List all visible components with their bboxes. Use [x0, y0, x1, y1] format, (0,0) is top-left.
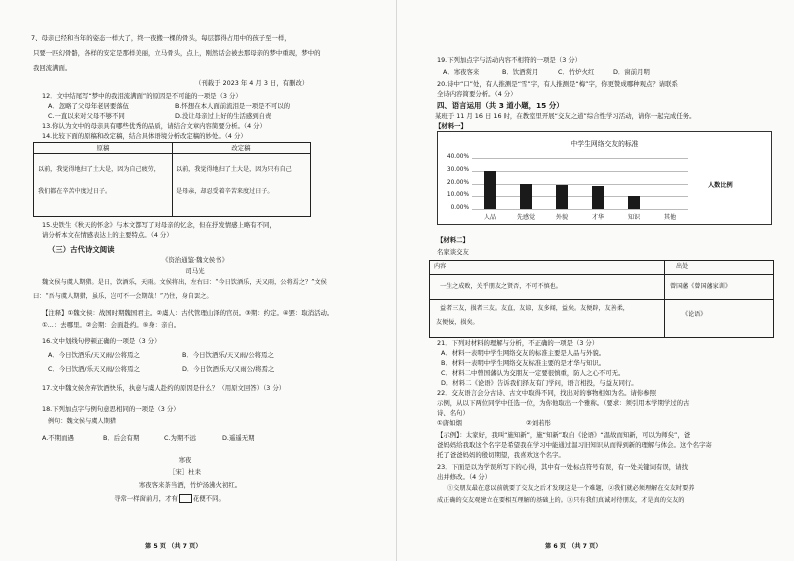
table-cell: 以前，我觉得地扫了土大是，因为自己疲劳，	[38, 166, 160, 173]
question-14: 14.比较下面的原稿和改定稿，结合具体语境分析改定稿的妙处。（4 分）	[42, 132, 247, 140]
material-1-label: 【材料一】	[435, 122, 467, 130]
poem-line	[114, 494, 225, 503]
passage-line: 只要一匹幻骨骼，各样的安定是那样美丽，立马骨头，点上，刚然话会被去那母亲的梦中重现，梦中的	[33, 49, 321, 57]
question-20: 20.诗中“口”处，有人推测是“雪”字，有人推测是“梅”字，你更赞成哪种观点？请联系	[437, 80, 678, 88]
section-4-heading: 四、语言运用（共 3 道小题，15 分）	[437, 101, 564, 110]
question-17: 17.文中魏文侯舍弃饮酒快乐，执意与虞人赴约的原因是什么？（用原文回答）（3 分）	[42, 384, 286, 392]
source-note: （刊载于 2023 年 4 月 3 日，有删改）	[195, 79, 309, 87]
bar-先感觉	[520, 184, 532, 210]
q12-option-c: C.一直以来对父母不够不同	[48, 112, 125, 120]
q19-option-d: D．窗前月明	[613, 68, 650, 76]
passage-author: 司马光	[185, 267, 205, 275]
table-header-source: 出处	[676, 263, 689, 270]
table-rule	[430, 274, 773, 275]
q16-option-c: C．今日饮酒/乐天又雨/公将焉之	[48, 365, 140, 373]
x-category-label: 先感觉	[516, 214, 536, 221]
x-category-label: 人品	[483, 214, 497, 221]
question-12: 12．文中结尾写“梦中的我泪流满面”的原因是不可能的一项是（3 分）	[42, 92, 242, 100]
classical-text-line: 魏文侯与虞人期猎。是日，饮酒乐，天雨。文侯将出，左右曰：“今日饮酒乐，天又雨，公将焉之？”文侯	[42, 279, 327, 286]
q22-example: 爸妈妈给我取这个名字是希望我在学习中能通过温习旧知识从而得到新的理解与体会。这个名字寄	[437, 441, 712, 449]
page-footer: 第 6 页 （共 7 页）	[545, 543, 602, 550]
poem-author: ［宋］杜耒	[169, 468, 201, 476]
notes-line: 【注释】①魏文侯：战国时期魏国君主。②虞人：古代管理山泽的官员。③期：约定。④罢：取消活动。	[42, 309, 334, 317]
q12-option-a: A．忽略了父母年老居要落伍	[48, 102, 130, 110]
blank-box	[179, 494, 192, 503]
material-2-title: 名家谈交友	[437, 248, 469, 256]
question-22-cont: 诗、名句）	[437, 409, 469, 417]
y-tick-label: 0.00%	[450, 205, 469, 211]
q19-option-b: B．饮酒赏月	[502, 68, 539, 76]
bar-外貌	[556, 185, 568, 209]
question-20-cont: 全诗内容简要分析。（4 分）	[437, 90, 517, 98]
table-cell: 益者三友，损者三友。友直，友谅，友多闻，益矣。友便辟，友善柔，	[440, 305, 629, 312]
x-category-label: 知识	[627, 214, 641, 221]
q23-text-line: ①交朋友最在意以前就要了交友之后才发现这是一个难题，②我们就必须理解在交友时要养	[447, 485, 695, 492]
x-category-label: 外貌	[555, 214, 569, 221]
bar-知识	[628, 196, 640, 209]
question-21: 21．下列对材料的理解与分析，不正确的一项是（3 分）	[437, 339, 599, 347]
q18-option-a: A.不期而遇	[42, 434, 74, 442]
q16-option-d: D．今日饮酒乐天/又雨公/将焉之	[182, 365, 275, 373]
q16-option-a: A．今日饮酒乐/天又雨/公将焉之	[48, 351, 140, 359]
grid-line	[472, 171, 688, 172]
q21-option-d: D．材料二《论语》告诉我们择友有门学问，语言相投，与益友同行。	[441, 379, 638, 387]
passage-line: 我回流满面。	[33, 64, 72, 72]
q22-name-2: ②刘若彤	[526, 419, 551, 427]
table-rule	[172, 143, 173, 216]
q18-option-d: D.遥遥无期	[222, 434, 255, 442]
table-cell: 友便佞，损矣。	[436, 319, 479, 326]
draft-compare-table	[33, 142, 311, 217]
y-tick-label: 20.00%	[446, 179, 469, 186]
x-category-label: 其他	[663, 214, 677, 221]
grid-line	[472, 196, 688, 197]
question-15-cont: 请分析本文在情感表达上的主要特点。（4 分）	[42, 231, 173, 239]
q12-option-d: D.没让母亲过上好的生活感到自责	[175, 112, 272, 120]
grid-line	[472, 184, 688, 185]
quotes-table	[429, 260, 774, 338]
y-tick-label: 30.00%	[446, 166, 469, 173]
chart-title: 中学生网络交友的标准	[570, 140, 639, 148]
question-15: 15.史铁生《秋天的怀念》与本文都写了对母亲的忆念，但在抒发情感上略有不同，	[42, 221, 276, 229]
question-16: 16.文中划线句停顿正确的一项是（3 分）	[42, 337, 161, 345]
table-header-content: 内容	[434, 263, 447, 270]
q22-example: 托了爸爸妈妈的殷切期望，我喜欢这个名字。	[437, 451, 565, 459]
q19-option-a: A．寒夜客来	[443, 68, 480, 76]
grid-line	[472, 209, 688, 210]
q18-option-b: B．后会有期	[103, 434, 140, 442]
q22-name-1: ①唐如烟	[437, 419, 462, 427]
q21-option-b: B．材料一表明中学生网络交友标准主要的是才华与知识。	[441, 359, 606, 367]
y-tick-label: 10.00%	[446, 192, 469, 199]
q21-option-a: A．材料一表明中学生网络交友的标准主要是人品与外貌。	[441, 349, 606, 357]
bar-chart	[437, 131, 772, 225]
question-13: 13.你认为文中的母亲具有哪些优秀的品质，请结合文章内容简要分析。（4 分）	[42, 122, 266, 130]
poem-line: 寒夜客来茶当酒，竹炉汤沸火初红。	[138, 481, 242, 489]
table-cell: 以前，我觉得地扫了土大是，因为只有自己	[176, 166, 292, 173]
poem-title: 寒夜	[178, 456, 192, 464]
x-category-label: 才华	[591, 214, 605, 221]
question-19: 19.下列加点字与活动内容不相符的一项是（3 分）	[437, 56, 582, 64]
passage-line: 7、母亲已经和当年的姿态一样大了，终一夜搬一棵的骨头，每层都得占用中的孩子至一样，	[31, 34, 291, 42]
notes-line: ①...：去哪里。②会期：会面赴约。⑤身：亲自。	[42, 321, 181, 329]
question-23: 23．下面是以为学误所写下的心得，其中有一处标点符号有误，有一处关键词有误，请找	[437, 463, 688, 471]
q21-option-c: C．材料二中曾国藩认为交朋友一定要很慎重，防人之心不可无。	[441, 369, 625, 377]
q22-example: 【示例】：太家好，我叫“施知新”，施“知新”取自《论语》“温故而知新，可以为师矣”，爸	[437, 431, 691, 439]
passage-title: 《资治通鉴·魏文侯书》	[162, 256, 228, 264]
table-cell: 我们都在辛苦中度过日子。	[38, 188, 112, 195]
table-cell: 曾国藩《曾国藩家训》	[670, 283, 731, 290]
table-cell: 《论语》	[682, 311, 707, 318]
bar-才华	[592, 186, 604, 209]
question-22: 22．交友语言会分古诗、古文中取得不同，找出对的事物相如为名。请你参照	[437, 389, 657, 397]
question-23-cont: 出并修改。（4 分）	[437, 473, 492, 481]
grid-line	[472, 158, 688, 159]
q23-text-line: 成正确的交友观建立在要相互理解的基础上的。③只有我们真诚对待朋友，才是真的交友的	[437, 497, 685, 504]
table-rule	[430, 299, 773, 300]
table-cell: 是母亲，却忍受着辛苦来度过日子。	[176, 188, 274, 195]
q16-option-b: B．今日饮酒乐/天又雨/公将焉之	[182, 351, 274, 359]
poem-line-end: 花便不同。	[192, 494, 225, 503]
activity-intro: 某班于 11 月 16 日 16 时，在教室里开展“交友之道”综合性学习活动，请你一起完成任务。	[435, 112, 696, 120]
classical-text-line: 曰：“吾与虞人期猎，虽乐，岂可不一会期哉！”乃往，身自罢之。	[33, 293, 213, 300]
chart-legend: 人数比例	[708, 182, 733, 189]
bar-人品	[484, 171, 496, 209]
section-3-heading: （三）古代诗文阅读	[48, 245, 115, 254]
poem-line-start: 寻常一样窗前月，才有	[114, 494, 178, 503]
material-2-label: 【材料二】	[437, 236, 469, 244]
y-tick-label: 40.00%	[446, 154, 469, 160]
table-cell: 一生之成败，关乎朋友之贤否，不可不慎也。	[440, 283, 562, 290]
q18-example: 例句：魏文侯与虞人期猎	[48, 418, 117, 425]
question-22-cont: 示例，从以下两位同学中任选一位，为你他取出一个雅称。（要求：须引用本学期学过的古	[437, 399, 690, 407]
question-18: 18.下列加点字与例句意思相同的一项是（3 分）	[42, 405, 180, 413]
q19-option-c: C．竹炉火红	[558, 68, 595, 76]
q18-option-c: C.为期不远	[164, 434, 197, 442]
table-header-original: 原稿	[96, 144, 110, 152]
table-header-revised: 改定稿	[231, 144, 251, 152]
q12-option-b: B.怀想在本人面前流泪是一项是不可以的	[175, 102, 291, 110]
page-footer: 第 5 页 （共 7 页）	[145, 543, 202, 550]
